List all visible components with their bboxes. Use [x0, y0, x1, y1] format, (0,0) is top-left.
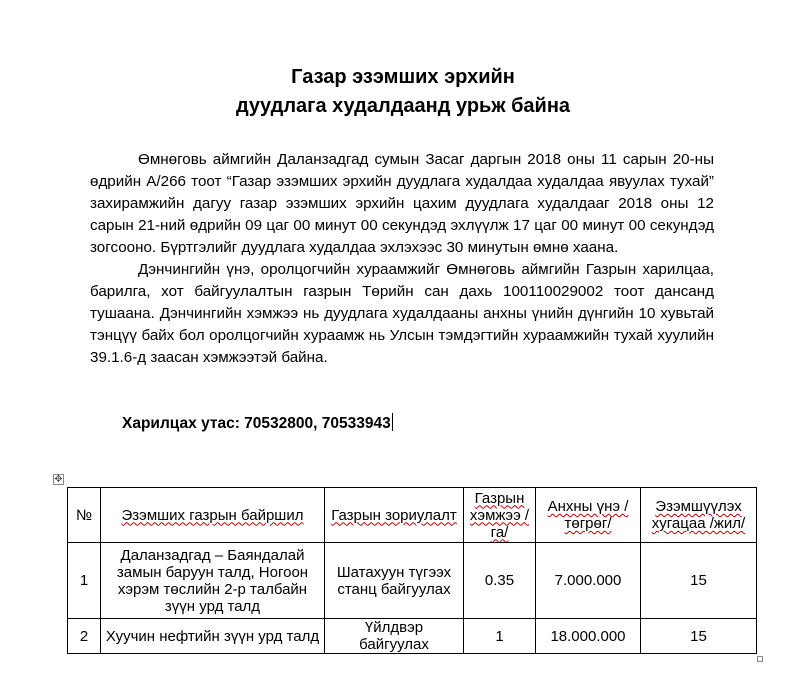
text-cursor — [392, 413, 393, 431]
table-resize-handle[interactable] — [757, 656, 763, 662]
paragraph-auction-schedule: Өмнөговь аймгийн Даланзадгад сумын Засаг даргын 2018 оны 11 сарын 20-ны өдрийн А/266 тоот “Газар эзэмших эрхийн дуудлага худалдаа худалдаа явуулах тухай” захирамжийн дагуу газар эзэмших эрхийн цахим дуудлага худалдааг 2018 оны 12 сарын 21-ний өдрийн 09 цаг 00 минут 00 секундэд эхлүүлж 17 цаг 00 минут 00 секундэд зогсооно. Бүртгэлийг дуудлага худалдаа эхлэхээс 30 минутын өмнө хаана. — [90, 151, 714, 256]
title-line-2: дуудлага худалдаанд урьж байна — [235, 95, 571, 117]
table-row — [68, 619, 757, 654]
table-row — [68, 543, 757, 619]
header-location: Эзэмших газрын байршил — [101, 488, 325, 543]
title-line-1: Газар эзэмших эрхийн — [291, 66, 515, 88]
cell-location: Даланзадгад – Баяндалай замын баруун талд, Ногоон хэрэм төслийн 2-р талбайн зүүн урд талд — [101, 543, 325, 619]
header-duration: Эзэмшүүлэх хугацаа /жил/ — [641, 488, 757, 543]
paragraph-deposit-fee: Дэнчингийн үнэ, оролцогчийн хураамжийг Өмнөговь аймгийн Газрын харилцаа, барилга, хот байгуулалтын газрын Төрийн сан дахь 100110029002 тоот дансанд тушаана. Дэнчингийн хэмжээ нь дуудлага худалдааны анхны үнийн дүнгийн 10 хувьтай тэнцүү байх бол оролцогчийн хураамж нь Улсын тэмдэгтийн хураамжийн тухай хуулийн 39.1.6-д заасан хэмжээтэй байна. — [90, 261, 714, 366]
header-purpose: Газрын зориулалт — [325, 488, 464, 543]
land-lots-table — [67, 487, 757, 654]
header-no: № — [68, 488, 101, 543]
contact-text: Харилцах утас: 70532800, 70533943 — [122, 415, 391, 432]
cell-duration: 15 — [641, 543, 757, 619]
cell-duration: 15 — [641, 619, 757, 654]
table-header-row — [68, 488, 757, 543]
table-move-handle-icon[interactable]: ✥ — [54, 474, 63, 485]
cell-no: 2 — [68, 619, 101, 654]
cell-no: 1 — [68, 543, 101, 619]
cell-price: 7.000.000 — [536, 543, 641, 619]
cell-purpose: Үйлдвэр байгуулах — [325, 619, 464, 654]
cell-price: 18.000.000 — [536, 619, 641, 654]
header-area: Газрын хэмжээ /га/ — [464, 488, 536, 543]
cell-purpose: Шатахуун түгээх станц байгуулах — [325, 543, 464, 619]
contact-phone-line[interactable] — [122, 413, 393, 435]
cell-location: Хуучин нефтийн зүүн урд талд — [101, 619, 325, 654]
header-price: Анхны үнэ /төгрөг/ — [536, 488, 641, 543]
cell-area: 1 — [464, 619, 536, 654]
cell-area: 0.35 — [464, 543, 536, 619]
